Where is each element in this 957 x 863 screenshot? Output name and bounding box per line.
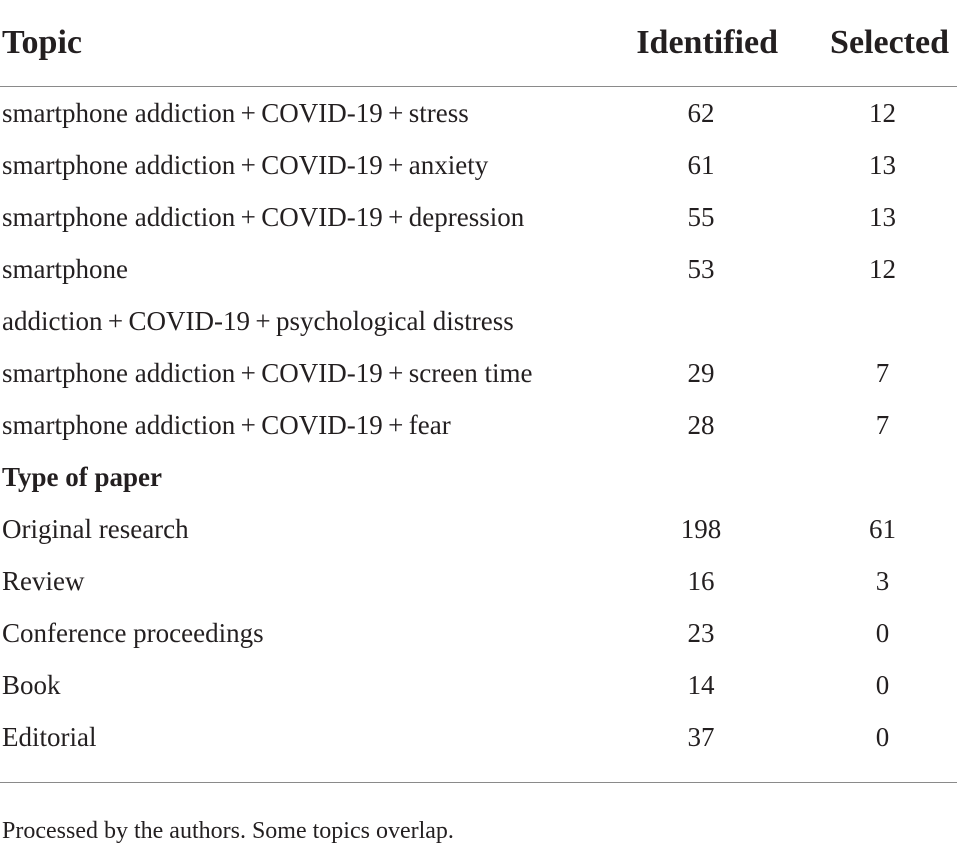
table-row [0, 191, 957, 243]
row-label: addiction + COVID-19 + psychological distress [2, 305, 514, 336]
table-footnote: Processed by the authors. Some topics overlap. [2, 818, 454, 844]
table-body [0, 87, 957, 764]
row-identified: 53 [687, 253, 715, 284]
row-selected [802, 295, 957, 347]
row-label: smartphone addiction + COVID-19 + stress [2, 97, 469, 128]
row-identified: 16 [687, 565, 715, 596]
header-selected: Selected [802, 0, 957, 87]
row-selected: 61 [869, 513, 896, 544]
header-row [0, 0, 957, 87]
row-label: Review [2, 565, 85, 596]
table-row [0, 555, 957, 607]
section-heading: Type of paper [2, 461, 162, 492]
row-selected: 13 [869, 201, 896, 232]
table-header [0, 0, 957, 87]
row-label: Conference proceedings [2, 617, 264, 648]
row-selected: 7 [875, 357, 890, 388]
table-row [0, 139, 957, 191]
table-row [0, 347, 957, 399]
row-identified: 62 [687, 97, 715, 128]
table-row [0, 503, 957, 555]
table-row [0, 87, 957, 140]
row-label: Original research [2, 513, 189, 544]
row-selected: 12 [869, 253, 896, 284]
row-selected: 12 [869, 97, 896, 128]
row-selected: 0 [875, 721, 890, 752]
row-label: smartphone addiction + COVID-19 + depression [2, 201, 525, 232]
row-selected: 13 [869, 149, 896, 180]
table-row [0, 399, 957, 451]
section-row [0, 451, 957, 503]
row-label: Editorial [2, 721, 97, 752]
row-label: smartphone [2, 253, 128, 284]
table-row [0, 659, 957, 711]
table-bottom-rule [0, 782, 957, 783]
table-row [0, 711, 957, 763]
row-selected: 3 [875, 565, 890, 596]
row-label: smartphone addiction + COVID-19 + screen time [2, 357, 533, 388]
table-row [0, 243, 957, 295]
row-identified: 55 [687, 201, 715, 232]
row-identified: 198 [680, 513, 722, 544]
row-identified: 29 [687, 357, 715, 388]
row-identified: 14 [687, 669, 715, 700]
row-identified: 28 [687, 409, 715, 440]
row-label: smartphone addiction + COVID-19 + fear [2, 409, 451, 440]
table-row [0, 295, 957, 347]
header-identified: Identified [600, 0, 802, 87]
row-selected: 0 [875, 669, 890, 700]
row-label: Book [2, 669, 61, 700]
row-identified: 23 [687, 617, 715, 648]
row-identified: 61 [687, 149, 715, 180]
row-label: smartphone addiction + COVID-19 + anxiety [2, 149, 489, 180]
table-row [0, 607, 957, 659]
row-identified [600, 295, 802, 347]
row-identified: 37 [687, 721, 715, 752]
row-selected: 0 [875, 617, 890, 648]
header-topic: Topic [0, 0, 600, 87]
row-selected: 7 [875, 409, 890, 440]
